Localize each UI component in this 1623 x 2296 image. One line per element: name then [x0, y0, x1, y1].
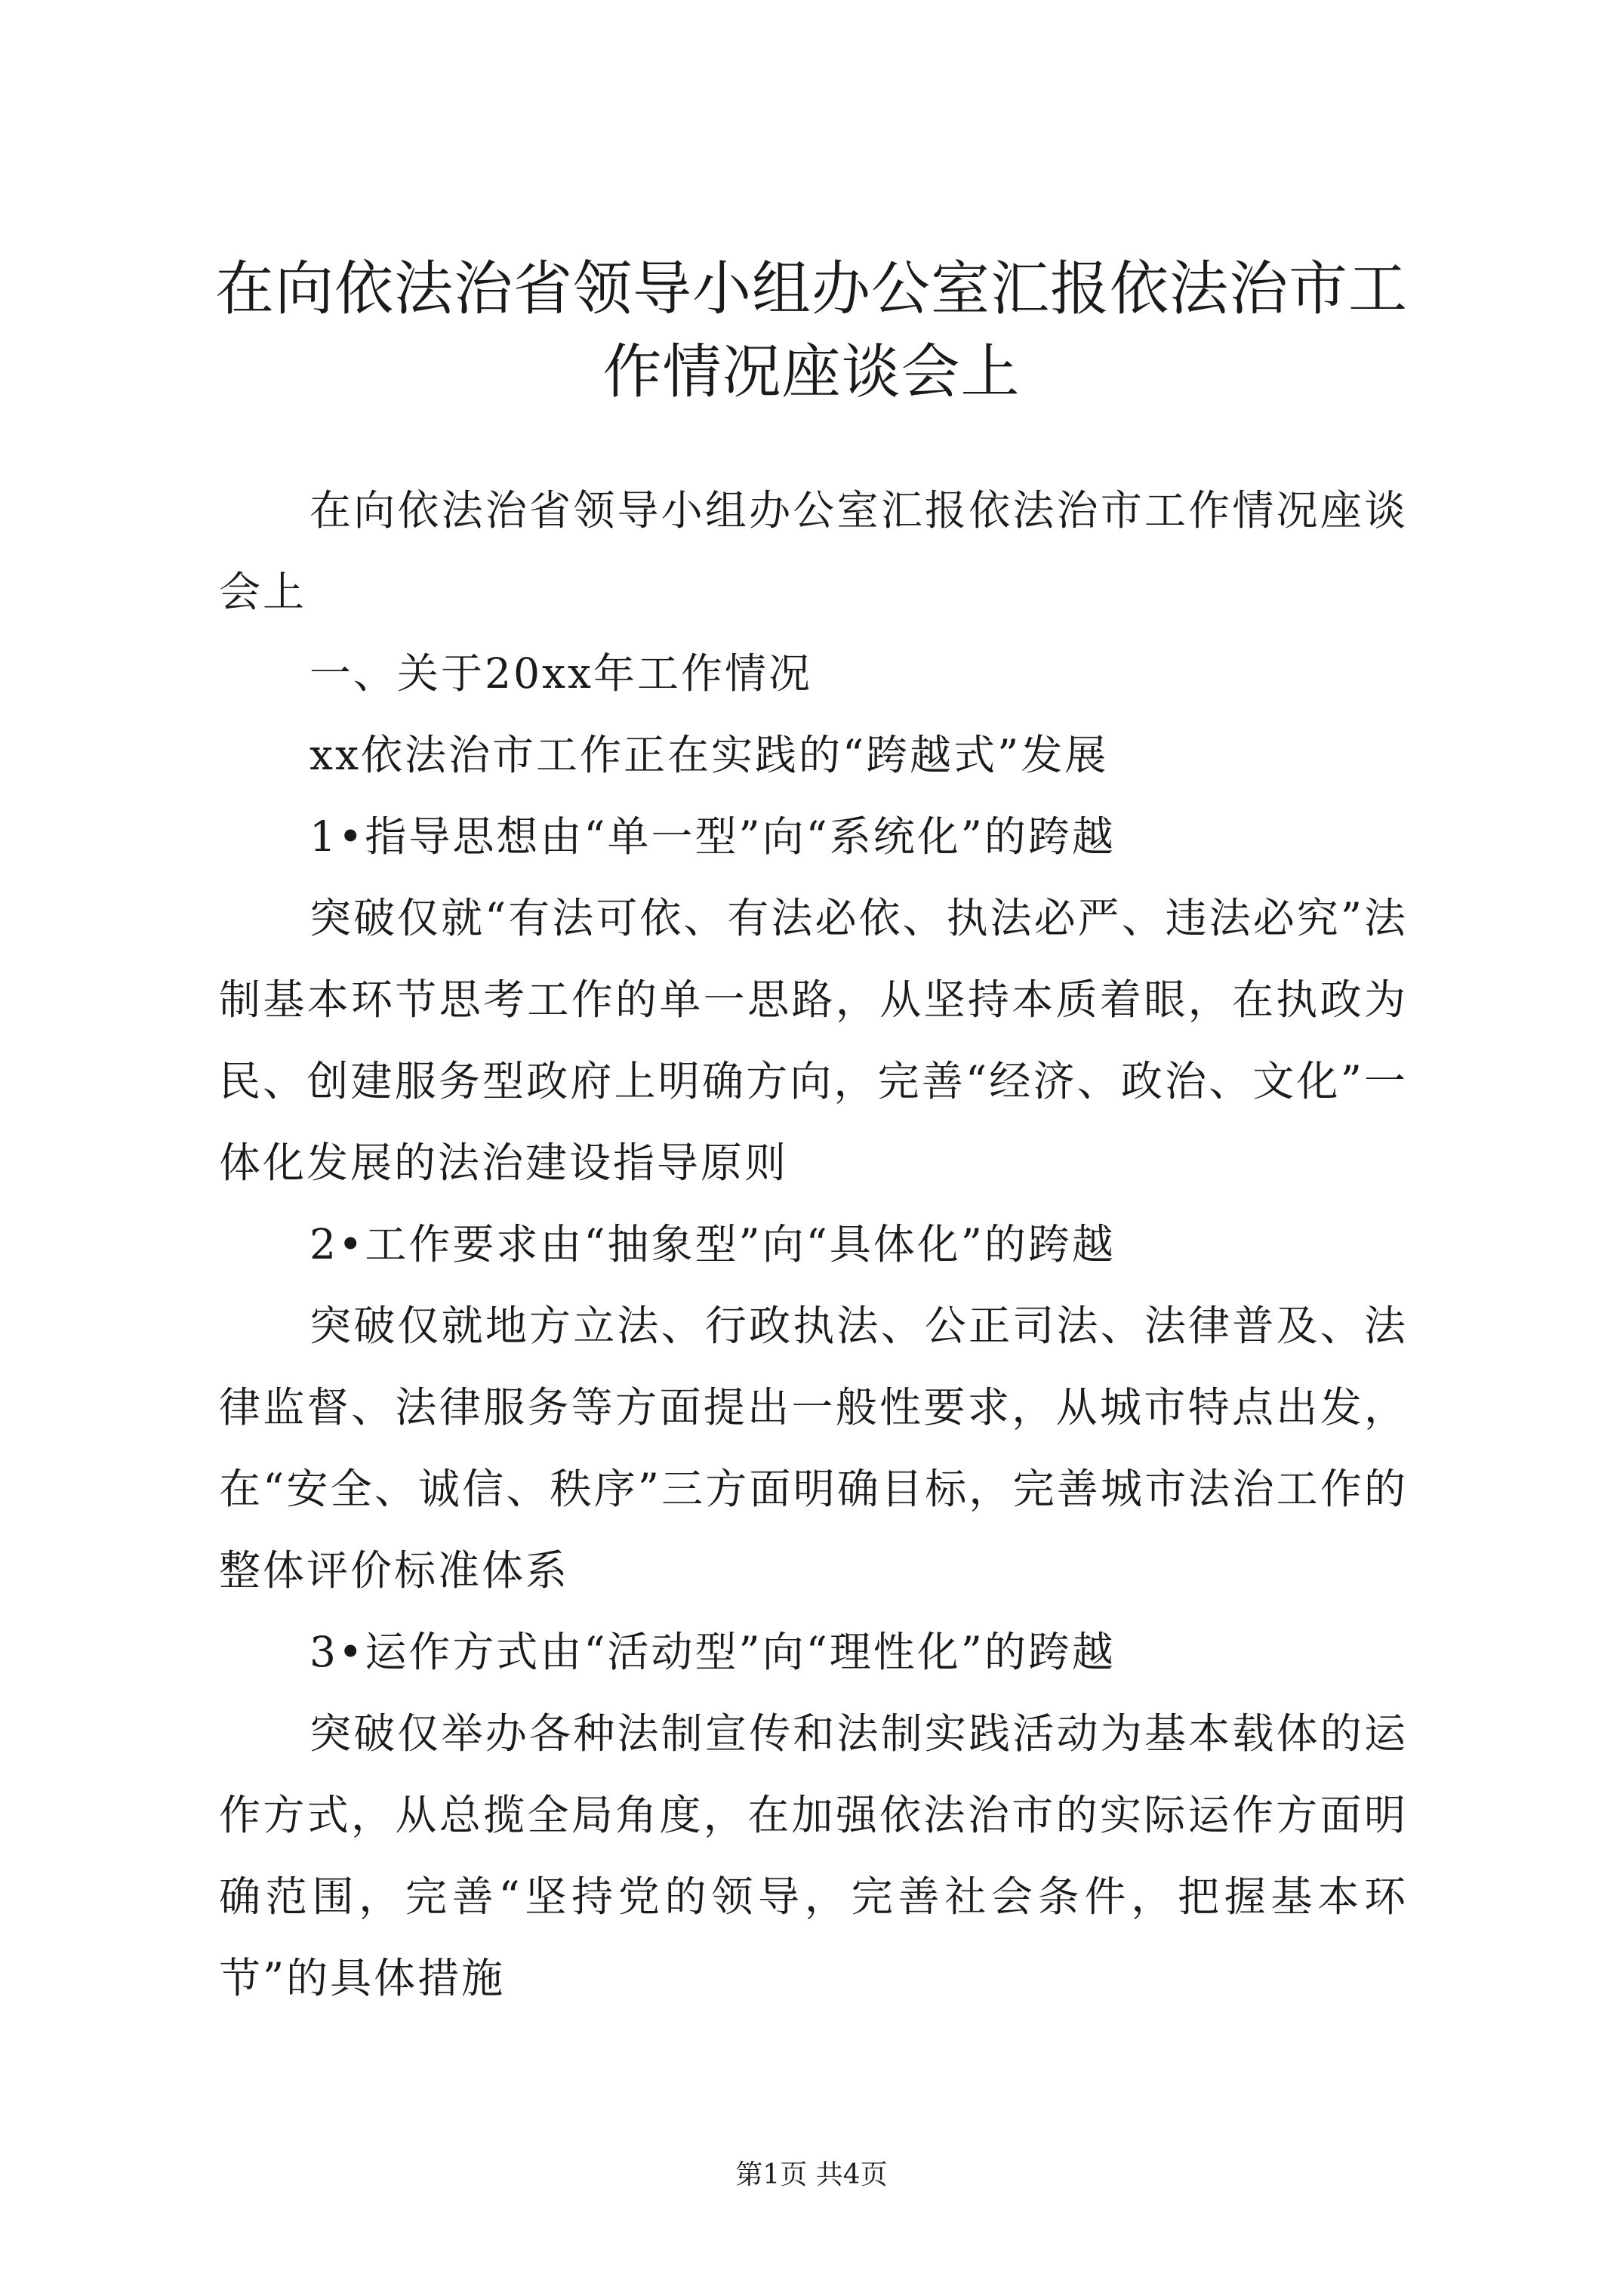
document-title: 在向依法治省领导小组办公室汇报依法治市工作情况座谈会上 — [214, 255, 1408, 406]
subsection-heading: 3•运作方式由“活动型”向“理性化”的跨越 — [310, 1628, 1116, 1676]
section-heading: 一、关于20xx年工作情况 — [310, 649, 813, 698]
paragraph: 突破仅举办各种法制宣传和法制实践活动为基本载体的运作方式，从总揽全局角度，在加强依法治市的实际运作方面明确范围，完善“坚持党的领导，完善社会条件，把握基本环节”的具体措施 — [219, 1709, 1408, 2002]
paragraph: 在向依法治省领导小组办公室汇报依法治市工作情况座谈会上 — [219, 486, 1408, 616]
page-number-footer: 第1页 共4页 — [735, 2159, 888, 2190]
subsection-heading: 1•指导思想由“单一型”向“系统化”的跨越 — [310, 812, 1116, 861]
paragraph: xx依法治市工作正在实践的“跨越式”发展 — [310, 731, 1109, 779]
subsection-heading: 2•工作要求由“抽象型”向“具体化”的跨越 — [310, 1220, 1116, 1268]
paragraph: 突破仅就“有法可依、有法必依、执法必严、违法必究”法制基本环节思考工作的单一思路，从坚持本质着眼，在执政为民、创建服务型政府上明确方向，完善“经济、政治、文化”一体化发展的法治建设指导原则 — [219, 894, 1408, 1187]
document-body — [219, 470, 1408, 2019]
paragraph: 突破仅就地方立法、行政执法、公正司法、法律普及、法律监督、法律服务等方面提出一般性要求，从城市特点出发，在“安全、诚信、秩序”三方面明确目标，完善城市法治工作的整体评价标准体系 — [219, 1302, 1408, 1595]
